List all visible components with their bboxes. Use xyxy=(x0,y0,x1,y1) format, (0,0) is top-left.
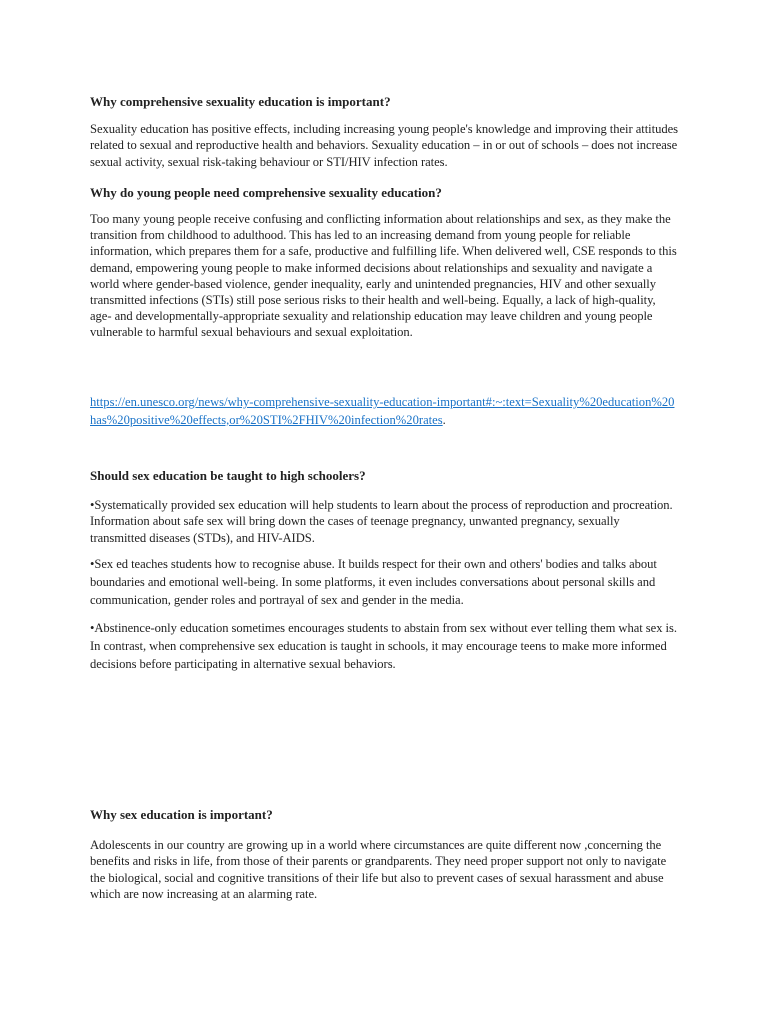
unesco-source-link[interactable]: https://en.unesco.org/news/why-comprehensive-sexuality-education-important#:~:text=Sexuality%20education%20has%20positive%20effects,or%20STI%2FHIV%20infection%20rates xyxy=(90,395,675,427)
source-link-line xyxy=(90,393,678,429)
section-heading-why-important: Why sex education is important? xyxy=(90,807,273,822)
section-heading-comprehensive-importance: Why comprehensive sexuality education is important? xyxy=(90,94,391,109)
bullet-paragraph-abstinence-only: •Abstinence-only education sometimes encourages students to abstain from sex without ever telling them what sex is. In contrast, when comprehensive sex education is taught in schools, it may encourage teens to make more informed decisions before participating in alternative sexual behaviors. xyxy=(90,621,677,671)
section-heading-why-young-people-need: Why do young people need comprehensive sexuality education? xyxy=(90,185,442,200)
bullet-paragraph-reproduction: •Systematically provided sex education will help students to learn about the process of reproduction and procreation. Information about safe sex will bring down the cases of teenage pregnancy, unwanted pregnancy, sexually transmitted diseases (STDs), and HIV-AIDS. xyxy=(90,498,673,545)
paragraph-young-people-need: Too many young people receive confusing and conflicting information about relationships and sex, as they make the transition from childhood to adulthood. This has led to an increasing demand from young people for reliable information, which prepares them for a safe, productive and fulfilling life. When delivered well, CSE responds to this demand, empowering young people to make informed decisions about relationships and sexuality and navigate a world where gender-based violence, gender inequality, early and unintended pregnancies, HIV and other sexually transmitted infections (STIs) still pose serious risks to their health and well-being. Equally, a lack of high-quality, age- and developmentally-appropriate sexuality and relationship education may leave children and young people vulnerable to harmful sexual behaviours and sexual exploitation. xyxy=(90,212,677,340)
paragraph-adolescents: Adolescents in our country are growing up in a world where circumstances are quite different now ,concerning the benefits and risks in life, from those of their parents or grandparents. They need proper support not only to navigate the biological, social and cognitive transitions of their life but also to prevent cases of sexual harassment and abuse which are now increasing at an alarming rate. xyxy=(90,838,667,902)
bullet-paragraph-recognise-abuse: •Sex ed teaches students how to recognise abuse. It builds respect for their own and others' bodies and talks about boundaries and emotional well-being. In some platforms, it even includes conversations about personal skills and communication, gender roles and portrayal of sex and gender in the media. xyxy=(90,557,657,607)
link-trailing-period: . xyxy=(442,413,446,427)
document-page xyxy=(90,0,678,1024)
paragraph-positive-effects: Sexuality education has positive effects, including increasing young people's knowledge and improving their attitudes related to sexual and reproductive health and behaviors. Sexuality education – in or out of schools – does not increase sexual activity, sexual risk-taking behaviour or STI/HIV infection rates. xyxy=(90,122,678,169)
section-heading-high-schoolers: Should sex education be taught to high schoolers? xyxy=(90,468,366,483)
